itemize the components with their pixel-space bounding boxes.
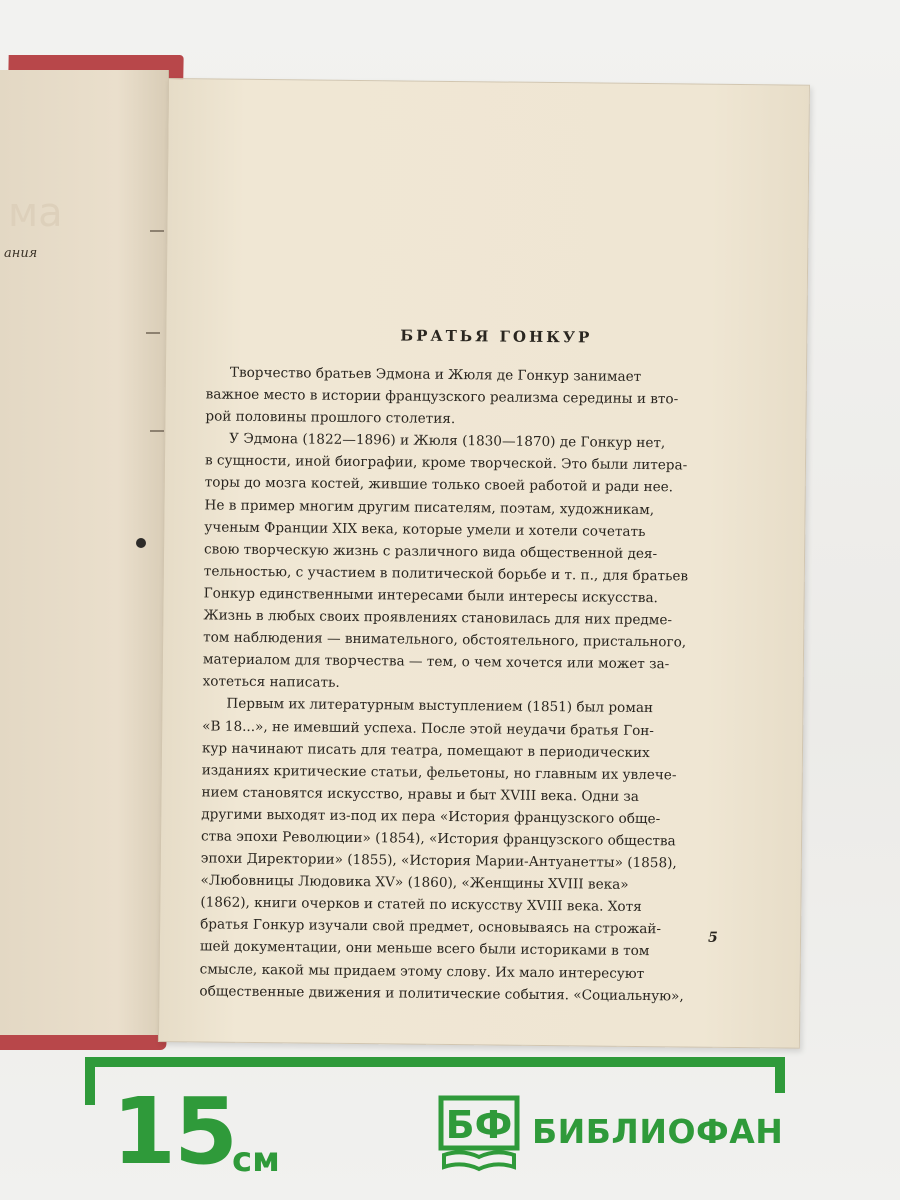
body-line: Не в пример многим другим писателям, поэтам, художникам, <box>204 496 655 518</box>
body-line: У Эдмона (1822—1896) и Жюля (1830—1870) де Гонкур нет, <box>229 430 666 452</box>
body-line: братья Гонкур изучали свой предмет, основываясь на строжай- <box>200 916 662 938</box>
logo-letters: БФ <box>445 1103 513 1147</box>
body-line: смысле, какой мы придаем этому слову. Их мало интересуют <box>199 960 645 982</box>
binding-hole <box>136 538 146 548</box>
ruler-tick-right <box>775 1057 785 1093</box>
body-line: кур начинают писать для театра, помещают в периодических <box>201 739 650 761</box>
body-line: общественные движения и политические события. «Социальную», <box>199 983 684 1005</box>
body-line: том наблюдения — внимательного, обстоятельного, пристального, <box>203 629 687 651</box>
body-line: Творчество братьев Эдмона и Жюля де Гонкур занимает <box>229 364 642 385</box>
body-line: Жизнь в любых своих проявлениях становилась для них предме- <box>203 607 673 629</box>
size-number: 15 <box>112 1078 237 1185</box>
size-unit: см <box>232 1140 280 1180</box>
body-line: ученым Франции XIX века, которые умели и хотели сочетать <box>204 519 646 540</box>
chapter-heading: БРАТЬЯ ГОНКУР <box>400 326 593 347</box>
body-line: шей документации, они меньше всего были историками в том <box>199 938 650 960</box>
ruler-bar <box>85 1057 785 1067</box>
left-page-text-fragment: ания <box>4 246 38 261</box>
body-line: хотеться написать. <box>202 673 340 692</box>
body-line: изданиях критические статьи, фельетоны, но главным их увлече- <box>201 762 677 784</box>
ruler-tick-left <box>85 1057 95 1105</box>
binding-stitch <box>146 332 160 334</box>
body-line: (1862), книги очерков и статей по искусству XVIII века. Хотя <box>200 894 642 916</box>
left-page <box>0 70 169 1035</box>
brand-name: БИБЛИОФАН <box>532 1112 784 1151</box>
bibliofan-logo <box>438 1095 520 1175</box>
body-line: другими выходят из-под их пера «История французского обще- <box>201 806 661 828</box>
body-line: нием становятся искусство, нравы и быт XVIII века. Одни за <box>201 784 640 805</box>
body-line: Первым их литературным выступлением (1851) был роман <box>226 696 654 717</box>
body-line: тельностью, с участием в политической борьбе и т. п., для братьев <box>203 563 689 585</box>
body-line: важное место в истории французского реализма середины и вто- <box>205 386 679 408</box>
book-logo-icon <box>438 1095 520 1175</box>
binding-stitch <box>150 230 164 232</box>
body-line: свою творческую жизнь с различного вида общественной дея- <box>203 541 658 562</box>
body-line: материалом для творчества — тем, о чем хочется или может за- <box>202 651 670 673</box>
body-line: рой половины прошлого столетия. <box>205 408 456 428</box>
page-number: 5 <box>707 929 718 946</box>
body-line: торы до мозга костей, жившие только своей работой и ради нее. <box>204 474 674 496</box>
body-line: эпохи Директории» (1855), «История Марии-Антуанетты» (1858), <box>200 850 677 872</box>
body-line: в сущности, иной биографии, кроме творческой. Это были литера- <box>204 452 688 474</box>
body-line: «Любовницы Людовика XV» (1860), «Женщины XVIII века» <box>200 872 629 894</box>
binding-stitch <box>150 430 164 432</box>
body-text <box>199 361 718 1007</box>
right-page <box>158 78 810 1049</box>
body-line: Гонкур единственными интересами были интересы искусства. <box>203 585 659 607</box>
body-line: ства эпохи Революции» (1854), «История французского общества <box>200 828 676 850</box>
left-page-bleed-through: ма <box>8 190 63 236</box>
body-line: «В 18...», не имевший успеха. После этой неудачи братья Гон- <box>202 717 655 739</box>
